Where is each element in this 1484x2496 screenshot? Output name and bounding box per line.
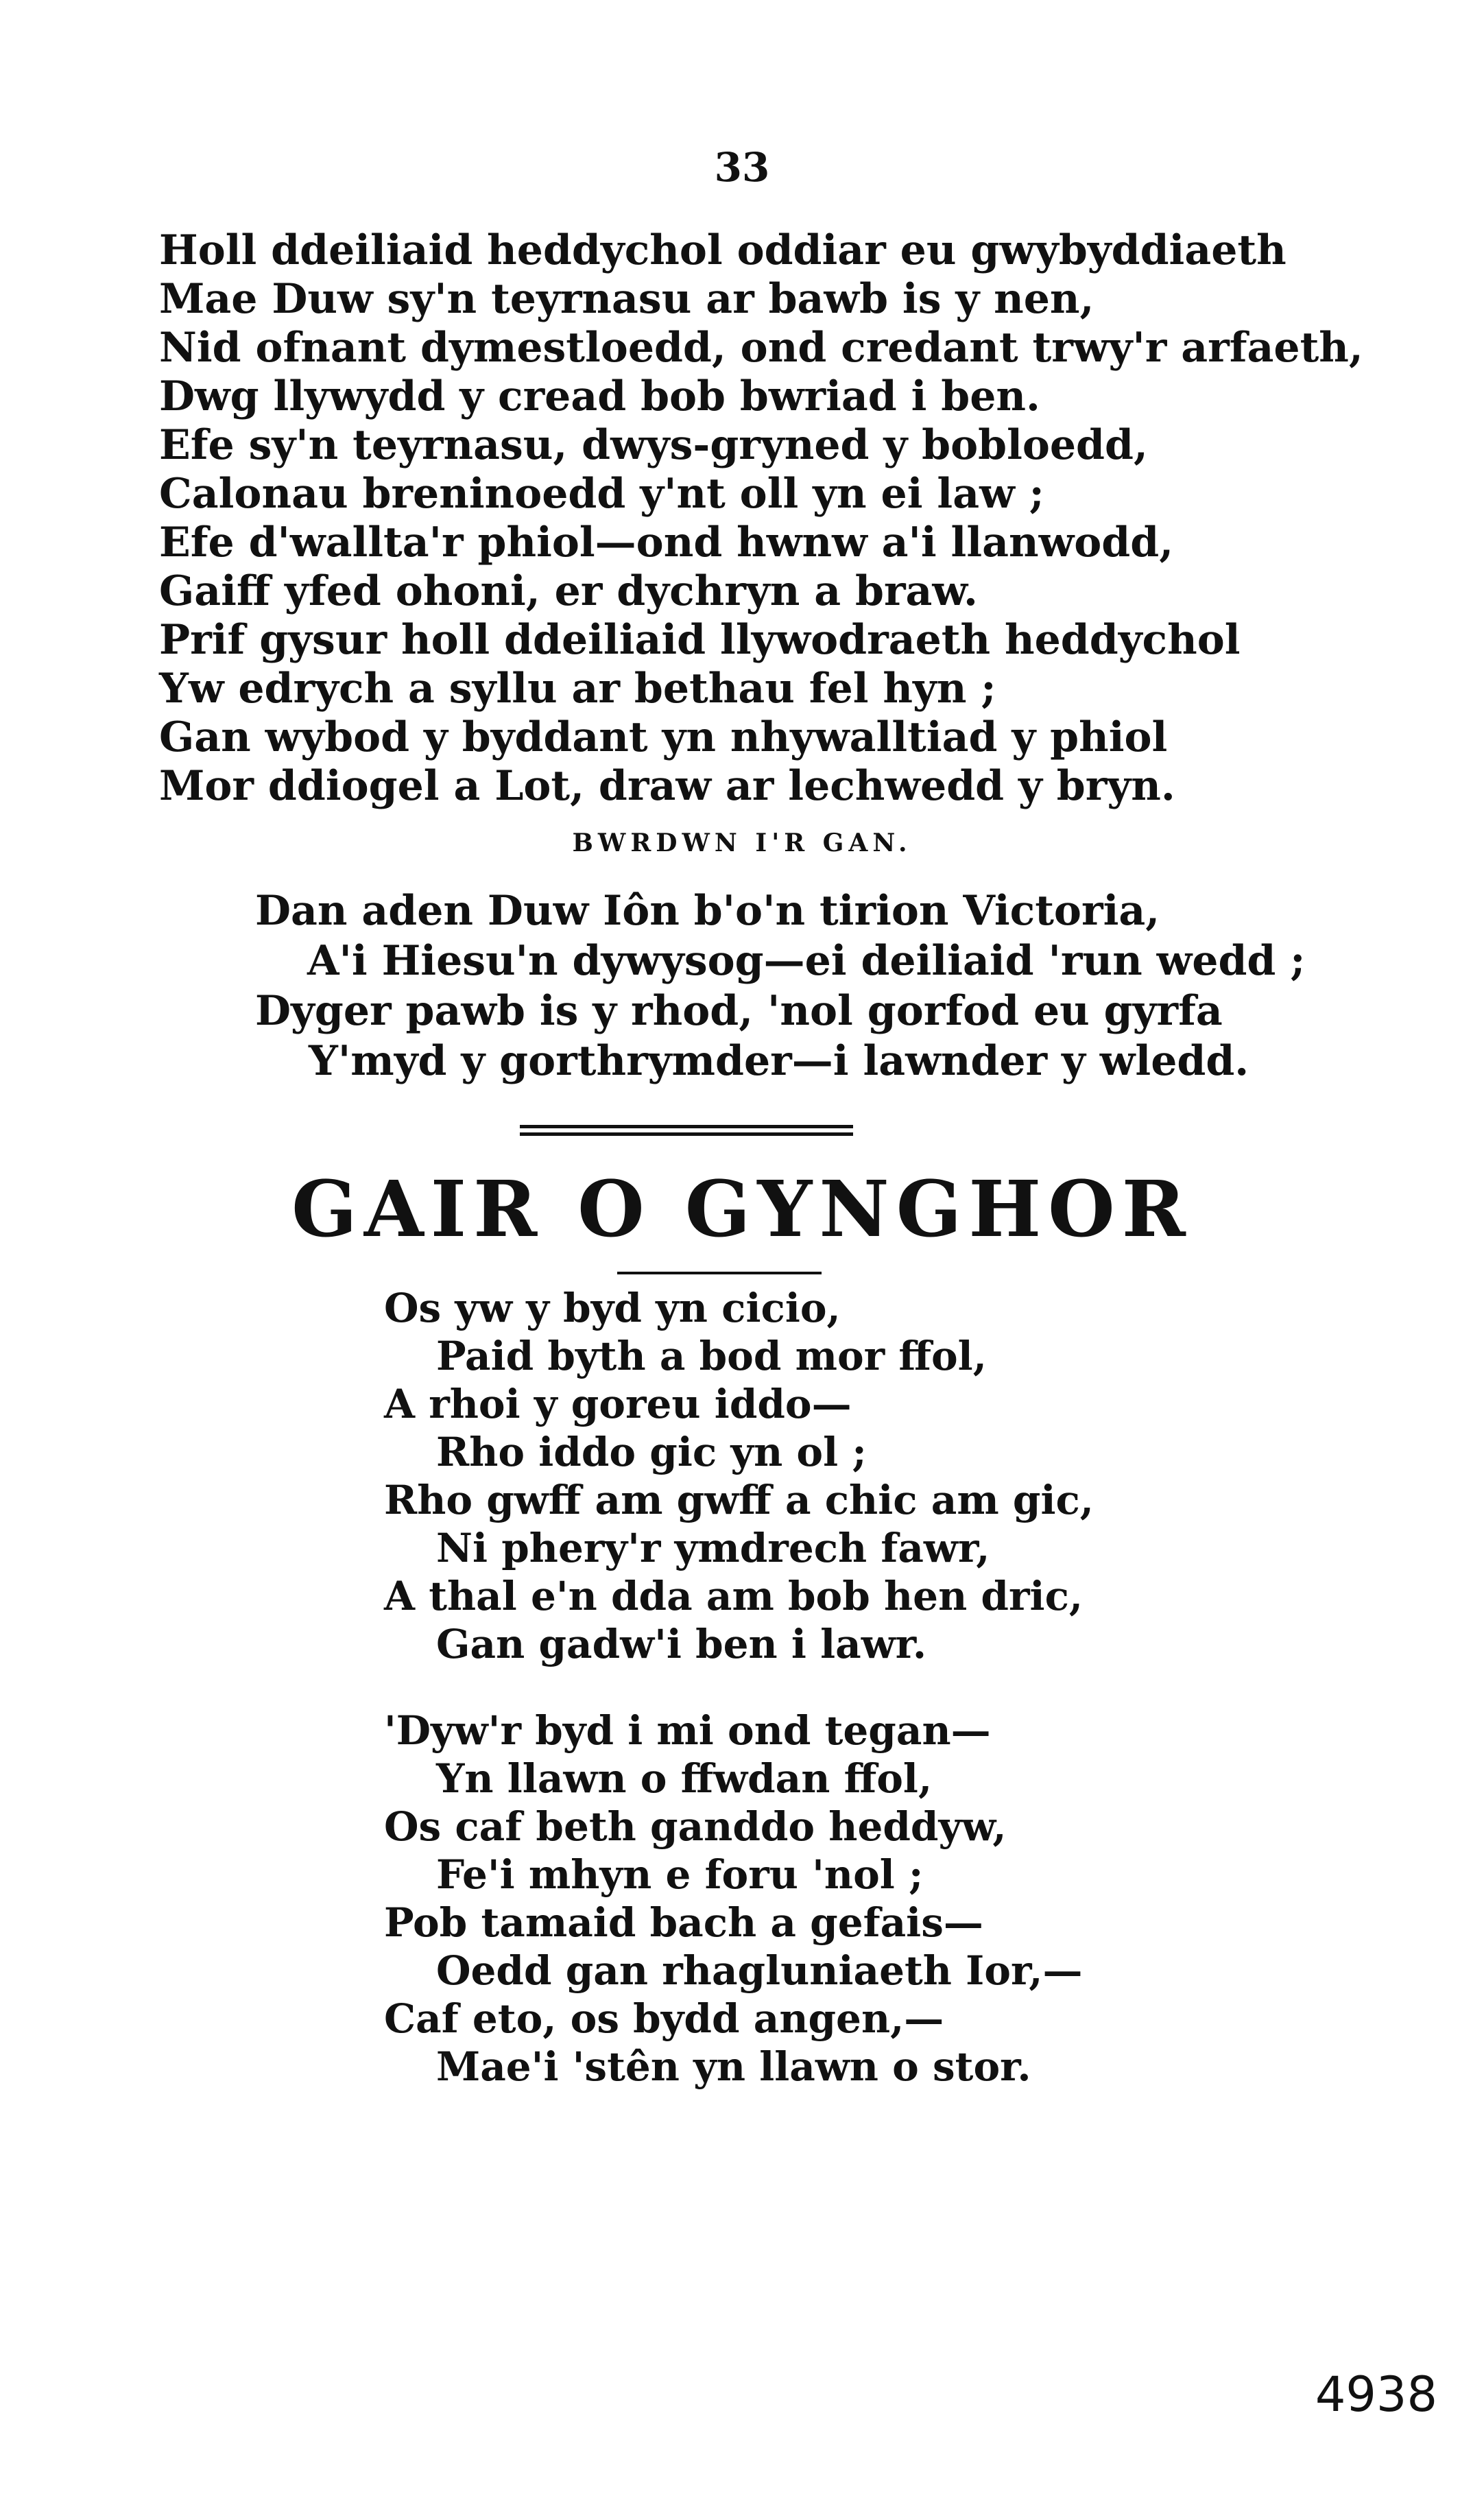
verse-line: Yw edrych a syllu ar bethau fel hyn ; [159,665,996,713]
verse-line: Calonau breninoedd y'nt oll yn ei law ; [159,470,1044,518]
poem-line: A rhoi y goreu iddo— [384,1381,852,1427]
verse-line: Mae Duw sy'n teyrnasu ar bawb is y nen, [159,275,1094,323]
verse-line: Gaiff yfed ohoni, er dychryn a braw. [159,567,978,615]
poem-line: Ni phery'r ymdrech fawr, [436,1525,990,1571]
poem-line: 'Dyw'r byd i mi ond tegan— [384,1707,991,1754]
poem-line: Mae'i 'stên yn llawn o stor. [436,2043,1031,2090]
verse-line: Gan wybod y byddant yn nhywalltiad y phiol [159,713,1168,761]
poem-title: GAIR O GYNGHOR [291,1165,1193,1255]
verse-line: Dwg llywydd y cread bob bwriad i ben. [159,372,1040,420]
chorus-line: Y'myd y gorthrymder—i lawnder y wledd. [309,1037,1249,1085]
poem-line: Gan gadw'i ben i lawr. [436,1621,927,1667]
poem-line: Fe'i mhyn e foru 'nol ; [436,1851,924,1898]
chorus-line: A'i Hiesu'n dywysog—ei deiliaid 'run wedd ; [307,937,1306,985]
chorus-heading: BWRDWN I'R GAN. [572,829,912,857]
chorus-line: Dyger pawb is y rhod, 'nol gorfod eu gyrfa [255,987,1223,1035]
poem-line: Rho iddo gic yn ol ; [436,1429,867,1475]
poem-line: Oedd gan rhagluniaeth Ior,— [436,1947,1083,1994]
verse-line: Efe sy'n teyrnasu, dwys-gryned y bobloedd, [159,421,1148,469]
poem-stanza-2 [384,1707,1276,2091]
reference-number: 4938 [1315,2366,1437,2423]
verse-line: Mor ddiogel a Lot, draw ar lechwedd y bryn. [159,762,1175,810]
verse-line: Holl ddeiliaid heddychol oddiar eu gwybyddiaeth [159,226,1286,274]
chorus [255,886,1421,1086]
page-number: 33 [714,144,770,191]
poem-line: Os yw y byd yn cicio, [384,1285,841,1331]
poem-line: Pob tamaid bach a gefais— [384,1899,983,1946]
poem-line: Caf eto, os bydd angen,— [384,1995,944,2042]
poem-line: Yn llawn o ffwdan ffol, [436,1755,933,1802]
verse-line: Nid ofnant dymestloedd, ond credant trwy'r arfaeth, [159,324,1363,372]
poem-stanza-1 [384,1284,1276,1668]
poem-line: Paid byth a bod mor ffol, [436,1333,987,1379]
poem-line: A thal e'n dda am bob hen dric, [384,1573,1084,1619]
poem-line: Rho gwff am gwff a chic am gic, [384,1477,1094,1523]
double-rule-divider [520,1125,853,1136]
chorus-line: Dan aden Duw Iôn b'o'n tirion Victoria, [255,887,1160,935]
verse-line: Prif gysur holl ddeiliaid llywodraeth heddychol [159,616,1241,664]
poem-line: Os caf beth ganddo heddyw, [384,1803,1007,1850]
verse-line: Efe d'wallta'r phiol—ond hwnw a'i llanwodd, [159,519,1174,567]
title-underline-divider [617,1272,822,1274]
opening-stanza [159,226,1363,811]
